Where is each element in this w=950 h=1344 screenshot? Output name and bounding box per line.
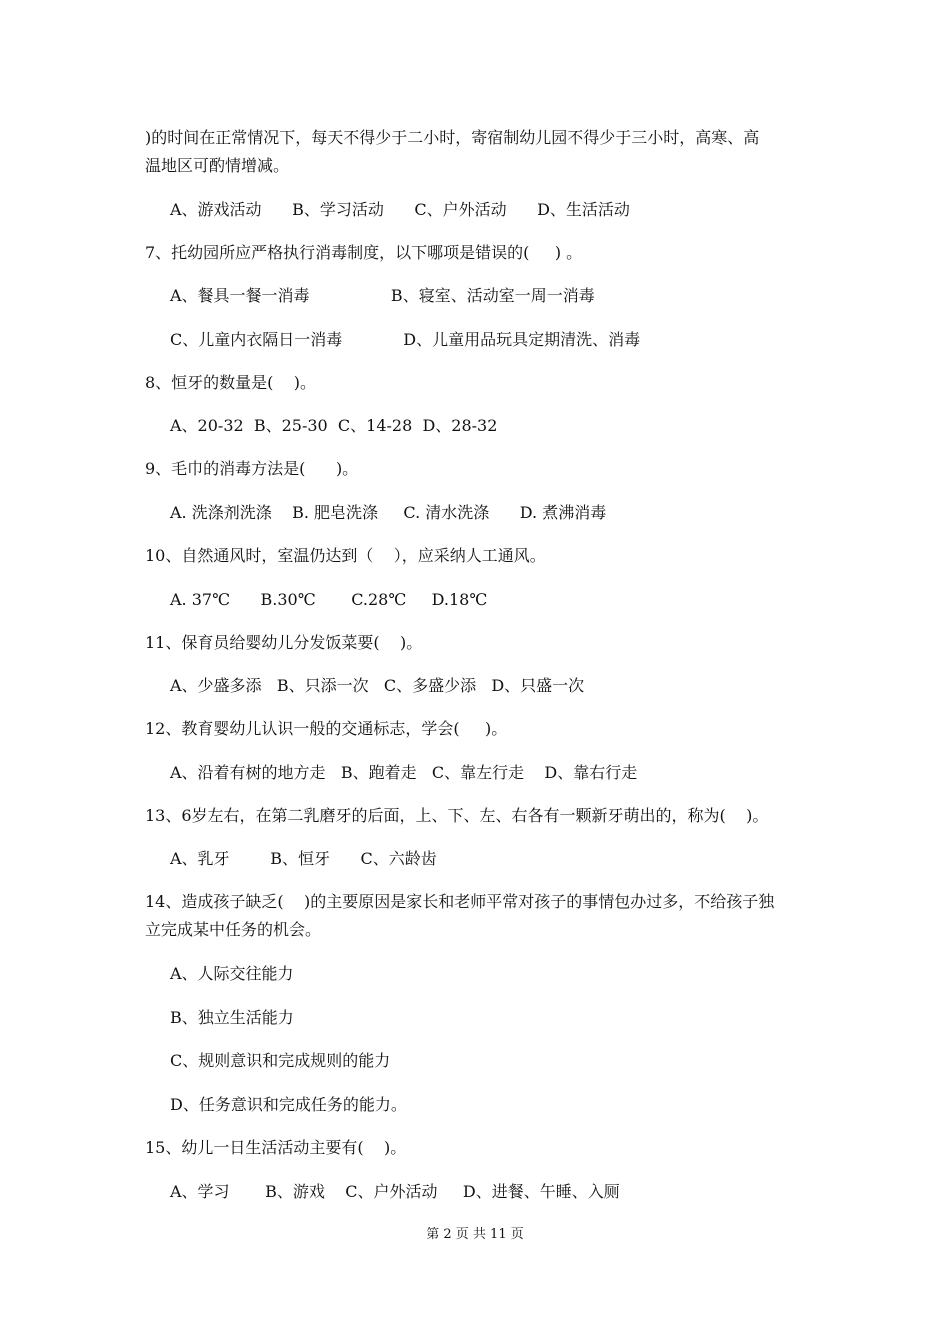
q8-options: A、20-32 B、25-30 C、14-28 D、28-32 [170,416,498,435]
q9-options: A. 洗涤剂洗涤 B. 肥皂洗涤 C. 清水洗涤 D. 煮沸消毒 [170,503,607,522]
q6-stem-line-1: )的时间在正常情况下，每天不得少于二小时，寄宿制幼儿园不得少于三小时，高寒、高 [145,128,760,147]
page-footer: 第 2 页 共 11 页 [426,1227,524,1242]
q9-stem: 9、毛巾的消毒方法是( )。 [145,459,359,478]
q6-options: A、游戏活动 B、学习活动 C、户外活动 D、生活活动 [170,200,630,219]
q15-options: A、学习 B、游戏 C、户外活动 D、进餐、午睡、入厕 [170,1182,620,1201]
q14-option-d: D、任务意识和完成任务的能力。 [170,1095,407,1114]
q14-option-c: C、规则意识和完成规则的能力 [170,1051,391,1070]
q14-stem-line-2: 立完成某中任务的机会。 [145,920,322,939]
q13-stem: 13、6岁左右，在第二乳磨牙的后面，上、下、左、右各有一颗新牙萌出的，称为( )。 [145,806,769,825]
q15-stem: 15、幼儿一日生活活动主要有( )。 [145,1138,407,1157]
q14-option-b: B、独立生活能力 [170,1008,294,1027]
q13-options: A、乳牙 B、恒牙 C、六龄齿 [170,849,437,868]
q14-option-a: A、人际交往能力 [170,964,294,983]
q12-stem: 12、教育婴幼儿认识一般的交通标志，学会( )。 [145,719,508,738]
q10-stem: 10、自然通风时，室温仍达到（ ），应采纳人工通风。 [145,546,546,565]
q11-options: A、少盛多添 B、只添一次 C、多盛少添 D、只盛一次 [170,676,585,695]
q6-stem-line-2: 温地区可酌情增减。 [145,156,290,175]
q14-stem-line-1: 14、造成孩子缺乏( )的主要原因是家长和老师平常对孩子的事情包办过多，不给孩子独 [145,892,775,911]
q10-options: A. 37℃ B.30℃ C.28℃ D.18℃ [170,590,488,609]
q7-options-ab: A、餐具一餐一消毒 B、寝室、活动室一周一消毒 [170,286,595,305]
q11-stem: 11、保育员给婴幼儿分发饭菜要( )。 [145,633,423,652]
q12-options: A、沿着有树的地方走 B、跑着走 C、靠左行走 D、靠右行走 [170,763,638,782]
q8-stem: 8、恒牙的数量是( )。 [145,373,317,392]
q7-stem: 7、托幼园所应严格执行消毒制度，以下哪项是错误的( ) 。 [145,243,583,262]
q7-options-cd: C、儿童内衣隔日一消毒 D、儿童用品玩具定期清洗、消毒 [170,330,641,349]
